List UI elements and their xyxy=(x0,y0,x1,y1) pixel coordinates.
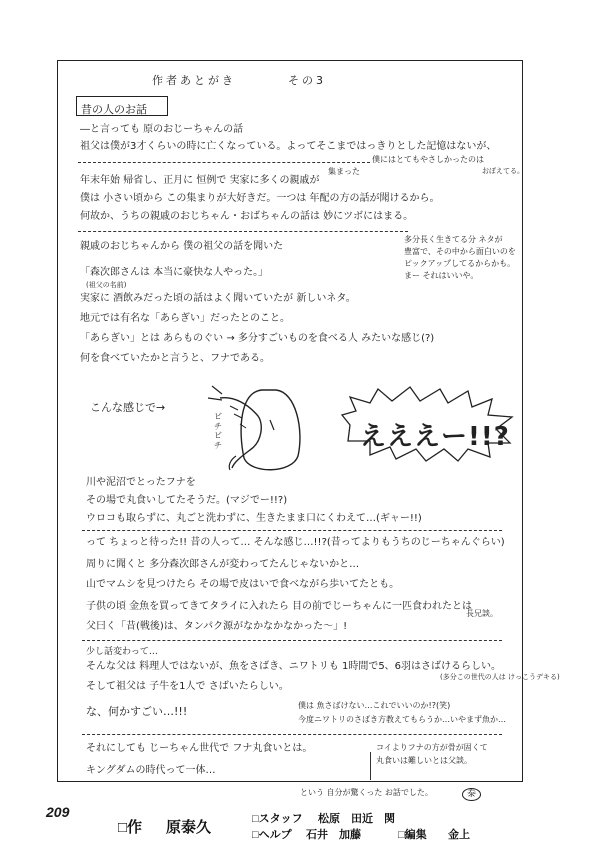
closing-line: という 自分が驚くった お話でした。 xyxy=(300,788,433,797)
shout-text: えええー!!? xyxy=(360,422,510,452)
text-line: 何故か、うちの親戚のおじちゃん・おばちゃんの話は 妙にツボにはまる。 xyxy=(80,211,414,222)
dashed-divider xyxy=(78,231,408,232)
credit-staff-names: 松原 田近 関 xyxy=(318,813,395,825)
text-line: 「あらぎい」とは あらものぐい → 多分すごいものを食べる人 みたいな感じ(?) xyxy=(80,333,435,344)
text-line: 実家に 酒飲みだった頃の話はよく聞いていたが 新しいネタ。 xyxy=(80,293,356,304)
side-note: 僕にはとてもやさしかったのは xyxy=(372,155,484,164)
text-line: 年末年始 帰省し、正月に 恒例で 実家に多くの親戚が xyxy=(80,175,320,186)
text-line: 周りに聞くと 多分森次郎さんが変わってたんじゃないかと… xyxy=(86,559,360,570)
text-line: ウロコも取らずに、丸ごと洗わずに、生きたまま口にくわえて…(ギャー!!) xyxy=(86,513,422,524)
side-note: 豊富で、その中から面白いのを xyxy=(404,247,516,256)
side-note: 丸食いは難しいとは父談。 xyxy=(376,756,472,765)
side-note: ピックアップしてるからかも。 xyxy=(404,259,516,268)
text-line: 少し話変わって… xyxy=(86,647,158,657)
text-line: 僕は 小さい頃から この集まりが大好きだ。一つは 年配の方の話が聞けるから。 xyxy=(80,193,440,204)
text-line: な、何かすごい…!!! xyxy=(86,705,188,718)
credit-help-label: □ヘルプ xyxy=(252,829,292,841)
page-number: 209 xyxy=(46,804,70,820)
text-line: それにしても じーちゃん世代で フナ丸食いとは。 xyxy=(86,743,313,754)
credit-help-names: 石井 加藤 xyxy=(306,829,361,841)
credit-staff-label: □スタッフ xyxy=(252,813,303,825)
text-line: その場で丸食いしてたそうだ。(マジでー!!?) xyxy=(86,495,288,506)
text-line: 川や泥沼でとったフナを xyxy=(86,477,196,488)
credit-author-name: 原泰久 xyxy=(166,819,212,836)
text-line: 「森次郎さんは 本当に豪快な人やった。」 xyxy=(80,267,269,278)
dashed-divider xyxy=(82,734,502,735)
text-line: キングダムの時代って一体… xyxy=(86,765,216,776)
text-line: 何を食べていたかと言うと、フナである。 xyxy=(80,353,270,364)
side-note: 多分長く生きてる分 ネタが xyxy=(404,235,503,244)
credit-editor-label: □編集 xyxy=(398,829,427,841)
section-title: 昔の人のお話 xyxy=(81,103,147,116)
sound-effect: ビチビチ xyxy=(214,412,222,450)
author-signature: 泰 xyxy=(462,788,481,801)
text-line: 父曰く「昔(戦後)は、タンパク源がなかなかなかった〜」! xyxy=(86,621,348,632)
page-heading-part: その3 xyxy=(288,74,326,87)
text-line: 山でマムシを見つけたら その場で皮はいで食べながら歩いてたとも。 xyxy=(86,579,400,590)
credit-author-label: □作 xyxy=(118,819,143,836)
text-annotation: 集まった xyxy=(328,167,360,176)
sketch-caption: こんな感じで→ xyxy=(90,401,166,414)
dashed-divider xyxy=(78,162,370,163)
side-note: まー それはいいや。 xyxy=(404,271,479,280)
page-heading: 作者あとがき xyxy=(152,74,236,87)
text-line: 子供の頃 金魚を買ってきてタライに入れたら 目の前でじーちゃんに一匹食われたとは xyxy=(86,601,473,612)
side-note: コイよりフナの方が骨が固くて xyxy=(376,743,488,752)
text-line: そして祖父は 子牛を1人で さばいたらしい。 xyxy=(86,681,289,692)
text-line: そんな父は 料理人ではないが、魚をさばき、ニワトリも 1時間で5、6羽はさばけるらしい。 xyxy=(86,661,502,672)
text-line: ―と言っても 原のおじーちゃんの話 xyxy=(80,124,244,135)
side-note: (多分この世代の人は けっこうデキる) xyxy=(440,673,560,681)
dashed-divider xyxy=(82,640,502,641)
side-note: 僕は 魚さばけない…これでいいのか!?(笑) xyxy=(298,701,451,710)
credit-editor-name: 金上 xyxy=(448,829,470,841)
dashed-divider xyxy=(82,530,502,531)
text-annotation: (祖父の名前) xyxy=(86,281,127,289)
section-title-box xyxy=(76,96,168,116)
text-annotation: 長兄談。 xyxy=(466,609,498,618)
text-line: って ちょっと待った!! 昔の人って… そんな感じ…!!?(昔ってよりもうちのじーちゃんぐらい) xyxy=(86,537,505,548)
text-line: 親戚のおじちゃんから 僕の祖父の話を聞いた xyxy=(80,241,284,252)
side-note: おぼえてる。 xyxy=(482,167,524,175)
text-line: 地元では有名な「あらぎい」だったとのこと。 xyxy=(80,313,290,324)
text-line: 祖父は僕が3才くらいの時に亡くなっている。よってそこまではっきりとした記憶はないが、 xyxy=(80,141,497,152)
side-note: 今度ニワトリのさばき方教えてもらうか…いやまず魚か… xyxy=(298,715,506,724)
